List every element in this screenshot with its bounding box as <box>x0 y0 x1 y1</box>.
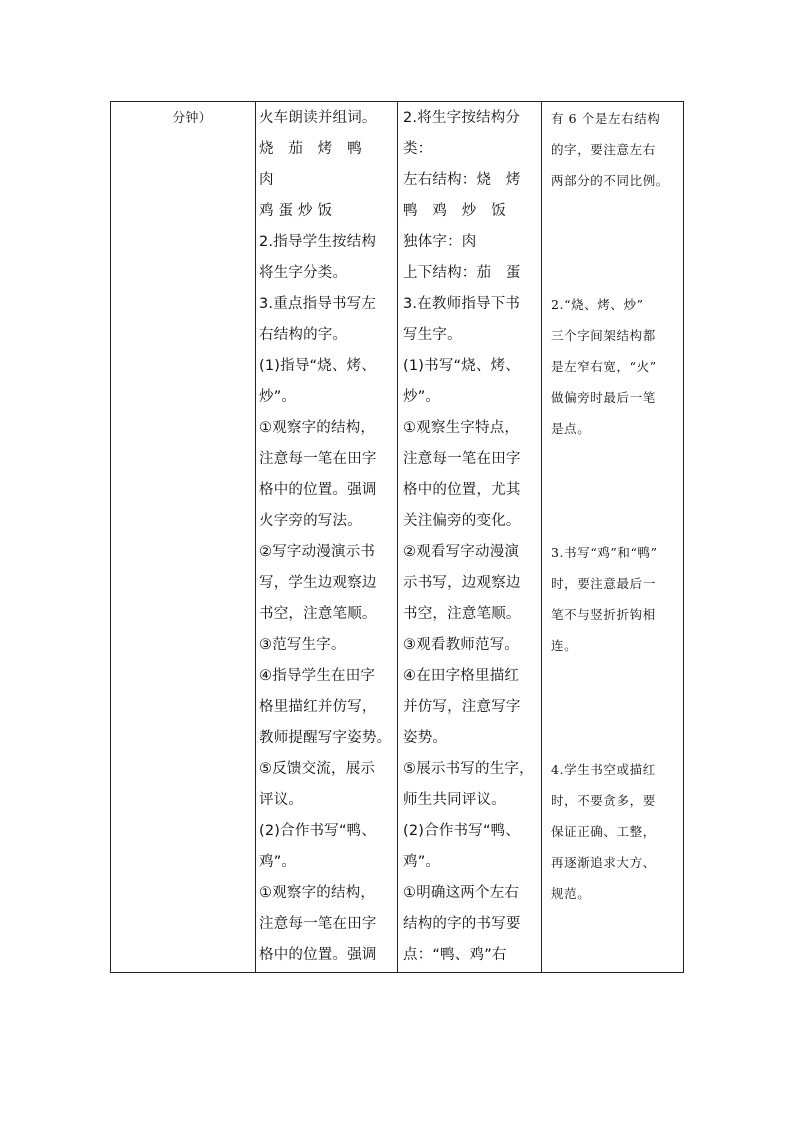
teacher-line: 2.指导学生按结构 <box>259 234 377 250</box>
column-divider <box>541 102 542 972</box>
teacher-line: 火车朗读并组词。 <box>259 110 377 126</box>
intent-line: 两部分的不同比例。 <box>551 173 669 188</box>
intent-line: 笔不与竖折折钩相 <box>551 607 656 622</box>
student-line: 独体字：肉 <box>403 234 477 250</box>
intent-line: 有 6 个是左右结构 <box>551 111 661 126</box>
intent-line <box>551 258 683 289</box>
teacher-line: ②写字动漫演示书 <box>259 544 376 560</box>
teacher-line: 教师提醒写字姿势。 <box>259 730 392 746</box>
student-line: 类： <box>403 141 433 157</box>
teacher-line: 格里描红并仿写， <box>259 699 377 715</box>
teacher-line: ①观察字的结构， <box>259 420 376 436</box>
student-line: 结构的字的书写要 <box>403 916 521 932</box>
intent-line <box>551 909 683 940</box>
teacher-line: 书空，注意笔顺。 <box>259 606 377 622</box>
intent-line: 连。 <box>551 638 578 653</box>
student-line: 左右结构：烧 烤 <box>403 172 521 188</box>
intent-line <box>551 227 683 258</box>
teacher-line: (1)指导“烧、烤、 <box>259 358 377 374</box>
teacher-line: 鸡 蛋 炒 饭 <box>259 203 333 219</box>
lesson-plan-table <box>110 101 684 973</box>
teacher-line: 烧 茄 烤 鸭 <box>259 141 362 157</box>
intent-line: 4.学生书空或描红 <box>551 762 656 777</box>
intent-line <box>551 723 683 754</box>
intent-line: 三个字间架结构都 <box>551 328 656 343</box>
student-line: 关注偏旁的变化。 <box>403 513 521 529</box>
student-line: 点：“鸭、鸡”右 <box>403 947 507 963</box>
intent-line <box>551 692 683 723</box>
stage-column <box>111 103 255 134</box>
teacher-line: ⑤反馈交流，展示 <box>259 761 376 777</box>
teacher-line: 鸡”。 <box>259 854 297 870</box>
intent-line <box>551 940 683 971</box>
student-line: 2.将生字按结构分 <box>403 110 521 126</box>
intent-line: 2.“烧、烤、炒” <box>551 297 644 312</box>
teacher-line: 注意每一笔在田字 <box>259 451 377 467</box>
teacher-line: ④指导学生在田字 <box>259 668 376 684</box>
student-activity-column <box>403 103 539 971</box>
student-line: 炒”。 <box>403 389 441 405</box>
intent-line: 保证正确、工整， <box>551 824 656 839</box>
student-line: 写生字。 <box>403 327 462 343</box>
design-intent-column <box>551 103 683 971</box>
student-line: 格中的位置，尤其 <box>403 482 521 498</box>
student-line: 注意每一笔在田字 <box>403 451 521 467</box>
column-divider <box>255 102 256 972</box>
teacher-activity-column <box>259 103 395 971</box>
stage-cell-text: 分钟） <box>172 111 212 126</box>
student-line: 上下结构：茄 蛋 <box>403 265 521 281</box>
teacher-line: 3.重点指导书写左 <box>259 296 377 312</box>
intent-line <box>551 444 683 475</box>
student-line: 鸡”。 <box>403 854 441 870</box>
student-line: ③观看教师范写。 <box>403 637 520 653</box>
teacher-line: 将生字分类。 <box>259 265 348 281</box>
teacher-line: ①观察字的结构， <box>259 885 376 901</box>
teacher-line: 肉 <box>259 172 274 188</box>
teacher-line: 写，学生边观察边 <box>259 575 377 591</box>
intent-line: 的字，要注意左右 <box>551 142 656 157</box>
intent-line: 时，要注意最后一 <box>551 576 656 591</box>
intent-line: 3.书写“鸡”和“鸭” <box>551 545 658 560</box>
teacher-line: 火字旁的写法。 <box>259 513 362 529</box>
intent-line <box>551 196 683 227</box>
teacher-line: 评议。 <box>259 792 304 808</box>
student-line: ①明确这两个左右 <box>403 885 520 901</box>
intent-line: 时，不要贪多，要 <box>551 793 656 808</box>
student-line: ②观看写字动漫演 <box>403 544 520 560</box>
student-line: 书空，注意笔顺。 <box>403 606 521 622</box>
student-line: 并仿写，注意写字 <box>403 699 521 715</box>
intent-line <box>551 661 683 692</box>
intent-line: 再逐渐追求大方、 <box>551 855 656 870</box>
intent-line <box>551 506 683 537</box>
student-line: 师生共同评议。 <box>403 792 506 808</box>
teacher-line: 格中的位置。强调 <box>259 482 377 498</box>
teacher-line: 炒”。 <box>259 389 297 405</box>
student-line: 示书写，边观察边 <box>403 575 521 591</box>
student-line: ①观察生字特点， <box>403 420 520 436</box>
teacher-line: ③范写生字。 <box>259 637 346 653</box>
student-line: 鸭 鸡 炒 饭 <box>403 203 506 219</box>
teacher-line: (2)合作书写“鸭、 <box>259 823 377 839</box>
column-divider <box>397 102 398 972</box>
teacher-line: 注意每一笔在田字 <box>259 916 377 932</box>
intent-line: 做偏旁时最后一笔 <box>551 390 656 405</box>
student-line: 姿势。 <box>403 730 448 746</box>
intent-line <box>551 475 683 506</box>
student-line: (2)合作书写“鸭、 <box>403 823 521 839</box>
student-line: 3.在教师指导下书 <box>403 296 521 312</box>
student-line: ④在田字格里描红 <box>403 668 520 684</box>
teacher-line: 右结构的字。 <box>259 327 348 343</box>
intent-line: 是左窄右宽，“火” <box>551 359 657 374</box>
student-line: (1)书写“烧、烤、 <box>403 358 521 374</box>
intent-line: 规范。 <box>551 886 591 901</box>
teacher-line: 格中的位置。强调 <box>259 947 377 963</box>
intent-line: 是点。 <box>551 421 591 436</box>
student-line: ⑤展示书写的生字， <box>403 761 534 777</box>
